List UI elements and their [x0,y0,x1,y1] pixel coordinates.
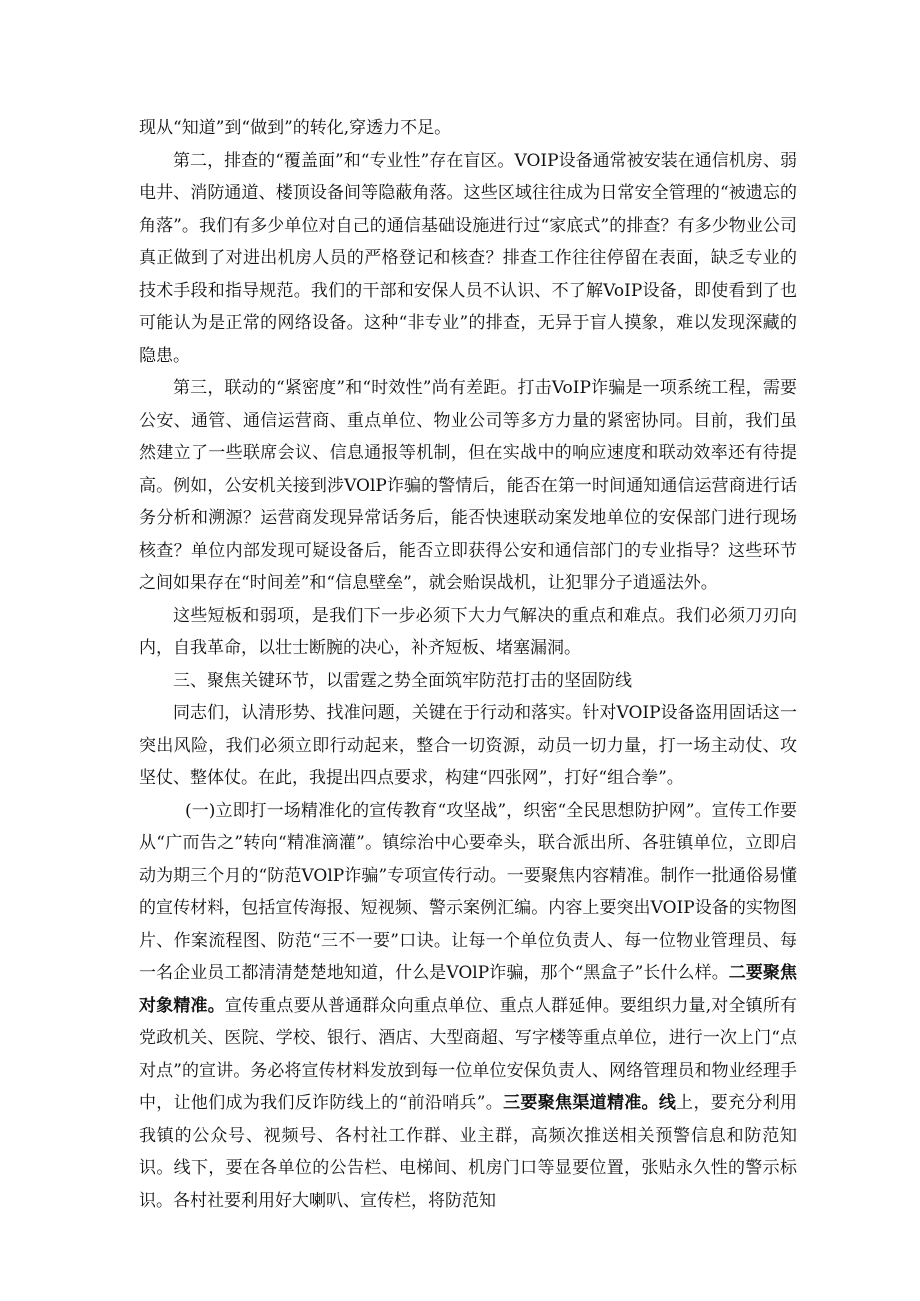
bold-heading-channel-precision: 三要聚焦渠道精准。线 [503,1093,677,1113]
paragraph-coverage-gap: 第二，排查的“覆盖面”和“专业性”存在盲区。VOIP设备通常被安装在通信机房、弱电井、消防通道、楼顶设备间等隐蔽角落。这些区域往往成为日常安全管理的“被遗忘的角落”。我们有多少单位对自己的通信基础设施进行过“家底式”的排查？有多少物业公司真正做到了对进出机房人员的严格登记和核查？排查工作往往停留在表面，缺乏专业的技术手段和指导规范。我们的干部和安保人员不认识、不了解VoIP设备，即使看到了也可能认为是正常的网络设备。这种“非专业”的排查，无异于盲人摸象，难以发现深藏的隐患。 [139,150,797,366]
paragraph-propaganda-campaign [139,795,797,1218]
paragraph-action-intro: 同志们，认清形势、找准问题，关键在于行动和落实。针对VOIP设备盗用固话这一突出风险，我们必须立即行动起来，整合一切资源，动员一切力量，打一场主动仗、攻坚仗、整体仗。在此，我提出四点要求，构建“四张网”，打好“组合拳”。 [139,703,797,788]
text-run-channel-precision: 上，要充分利用我镇的公众号、视频号、各村社工作群、业主群，高频次推送相关预警信息和防范知识。线下，要在各单位的公告栏、电梯间、机房门口等显要位置，张贴永久性的警示标识。各村社要利用好大喇叭、宣传栏，将防范知 [139,1093,798,1211]
document-body [139,112,797,1217]
paragraph-continuation: 现从“知道”到“做到”的转化,穿透力不足。 [139,118,452,138]
text-run-target-precision: 宣传重点要从普通群众向重点单位、重点人群延伸。要组织力量,对全镇所有党政机关、医院、学校、银行、酒店、大型商超、写字楼等重点单位，进行一次上门“点对点”的宣讲。务必将宣传材料发放到每一位单位安保负责人、网络管理员和物业经理手中，让他们成为我们反诈防线上的“前沿哨兵”。 [139,995,798,1113]
text-run-content-precision: (一)立即打一场精准化的宣传教育“攻坚战”，织密“全民思想防护网”。宣传工作要从“广而告之”转向“精准滴灌”。镇综治中心要牵头，联合派出所、各驻镇单位，立即启动为期三个月的“防范VOlP诈骗”专项宣传行动。一要聚焦内容精准。制作一批通俗易懂的宣传材料，包括宣传海报、短视频、警示案例汇编。内容上要突出VOIP设备的实物图片、作案流程图、防范“三不一要”口诀。让每一个单位负责人、每一位物业管理员、每一名企业员工都清清楚楚地知道，什么是VOlP诈骗，那个“黑盒子”长什么样。 [139,800,797,983]
bold-heading-target-precision: 二要聚焦对象精准。 [139,963,798,1016]
paragraph-weakness-summary: 这些短板和弱项，是我们下一步必须下大力气解决的重点和难点。我们必须刀刃向内，自我革命，以壮士断腕的决心，补齐短板、堵塞漏洞。 [139,605,797,658]
section-heading-three: 三、聚焦关键环节，以雷霆之势全面筑牢防范打击的坚固防线 [173,670,632,691]
paragraph-linkage-gap: 第三，联动的“紧密度”和“时效性”尚有差距。打击VoIP诈骗是一项系统工程，需要公安、通管、通信运营商、重点单位、物业公司等多方力量的紧密协同。目前，我们虽然建立了一些联席会议、信息通报等机制，但在实战中的响应速度和联动效率还有待提高。例如，公安机关接到涉VOlP诈骗的警情后，能否在第一时间通知通信运营商进行话务分析和溯源？运营商发现异常话务后，能否快速联动案发地单位的安保部门进行现场核查？单位内部发现可疑设备后，能否立即获得公安和通信部门的专业指导？这些环节之间如果存在“时间差”和“信息壁垒”，就会贻误战机，让犯罪分子逍遥法外。 [139,378,797,593]
